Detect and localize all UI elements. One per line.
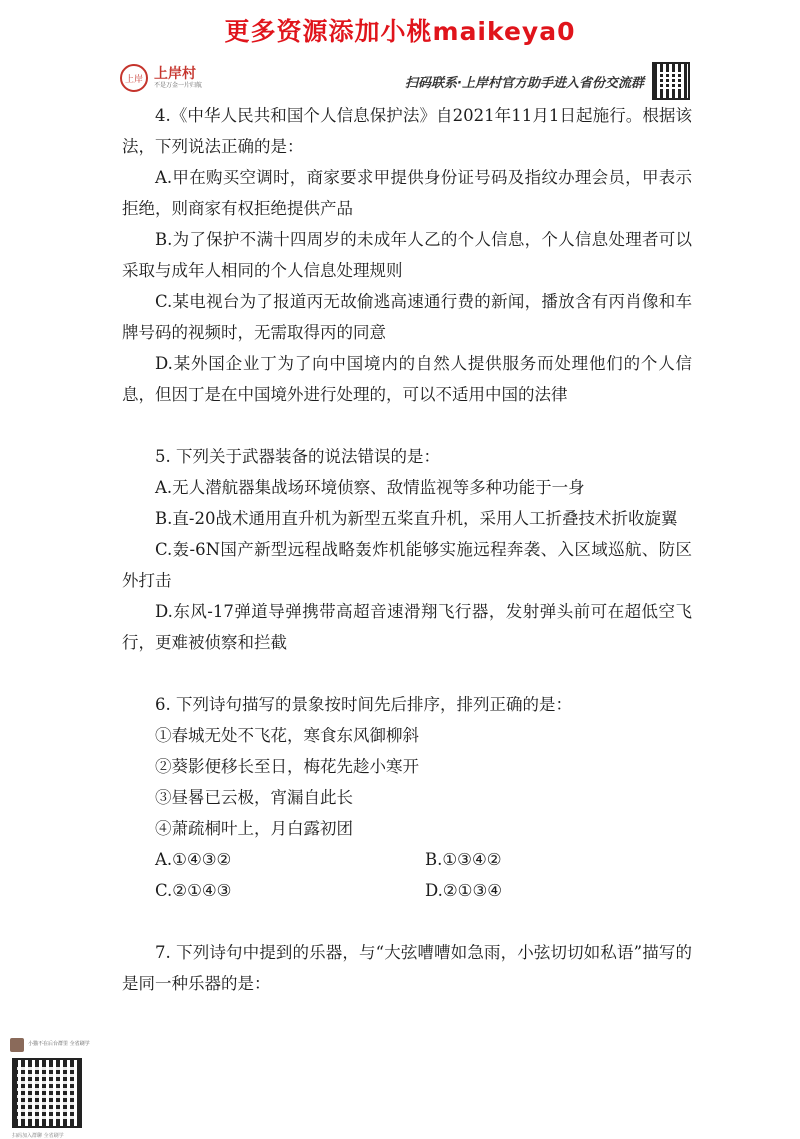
q5-option-d: D.东风-17弹道导弹携带高超音速滑翔飞行器，发射弹头前可在超低空飞行，更难被侦察和拦截 — [122, 602, 692, 652]
logo-slogan: 不是万金一片归航 — [154, 82, 203, 90]
group-qr-code-icon[interactable] — [12, 1058, 82, 1128]
brand-logo — [120, 64, 202, 92]
q6-option-c: C.②①④③ — [155, 881, 232, 900]
q4-option-d: D.某外国企业丁为了向中国境内的自然人提供服务而处理他们的个人信息，但因丁是在中国境外进行处理的，可以不适用中国的法律 — [122, 354, 692, 404]
q4-stem: 4.《中华人民共和国个人信息保护法》自2021年11月1日起施行。根据该法，下列说法正确的是： — [122, 106, 692, 156]
q4-option-b: B.为了保护不满十四周岁的未成年人乙的个人信息，个人信息处理者可以采取与成年人相同的个人信息处理规则 — [122, 230, 692, 280]
q5-option-b: B.直-20战术通用直升机为新型五桨直升机，采用人工折叠技术折收旋翼 — [155, 509, 678, 528]
q4-option-c: C.某电视台为了报道丙无故偷逃高速通行费的新闻，播放含有丙肖像和车牌号码的视频时，无需取得丙的同意 — [122, 292, 692, 342]
q5-stem: 5. 下列关于武器装备的说法错误的是： — [155, 447, 440, 466]
avatar — [10, 1038, 24, 1052]
q6-options-row-2 — [122, 875, 692, 906]
side-widget-caption: 扫码加入群聊 全省刷学 — [12, 1133, 64, 1139]
side-qr-widget[interactable] — [10, 1038, 90, 1139]
logo-seal-icon: 上岸 — [120, 64, 148, 92]
q6-stem: 6. 下列诗句描写的景象按时间先后排序，排列正确的是： — [155, 695, 572, 714]
q6-option-a: A.①④③② — [155, 850, 232, 869]
q6-option-d: D.②①③④ — [425, 881, 503, 900]
q4-option-a: A.甲在购买空调时，商家要求甲提供身份证号码及指纹办理会员，甲表示拒绝，则商家有权拒绝提供产品 — [122, 168, 692, 218]
q6-line-2: ②葵影便移长至日，梅花先趁小寒开 — [155, 757, 419, 776]
q6-line-4: ④萧疏桐叶上，月白露初团 — [155, 819, 353, 838]
side-widget-text: 小猫不在后台群里 全省刷学 — [28, 1041, 90, 1047]
header-note: 扫码联系·上岸村官方助手进入省份交流群 — [405, 76, 644, 91]
q7-stem: 7. 下列诗句中提到的乐器，与“大弦嘈嘈如急雨，小弦切切如私语”描写的是同一种乐器的是： — [122, 943, 692, 993]
q6-options-row-1 — [122, 844, 692, 875]
q5-option-c: C.轰-6N国产新型远程战略轰炸机能够实施远程奔袭、入区域巡航、防区外打击 — [122, 540, 692, 590]
logo-name: 上岸村 — [154, 65, 196, 82]
q5-option-a: A.无人潜航器集战场环境侦察、敌情监视等多种功能于一身 — [155, 478, 585, 497]
page-header — [120, 62, 690, 100]
q6-line-3: ③昼晷已云极，宵漏自此长 — [155, 788, 353, 807]
qr-code-icon[interactable] — [652, 62, 690, 100]
promo-banner: 更多资源添加小桃maikeya0 — [224, 17, 576, 46]
q6-option-b: B.①③④② — [425, 850, 502, 869]
document-body — [122, 100, 692, 999]
q6-line-1: ①春城无处不飞花，寒食东风御柳斜 — [155, 726, 419, 745]
